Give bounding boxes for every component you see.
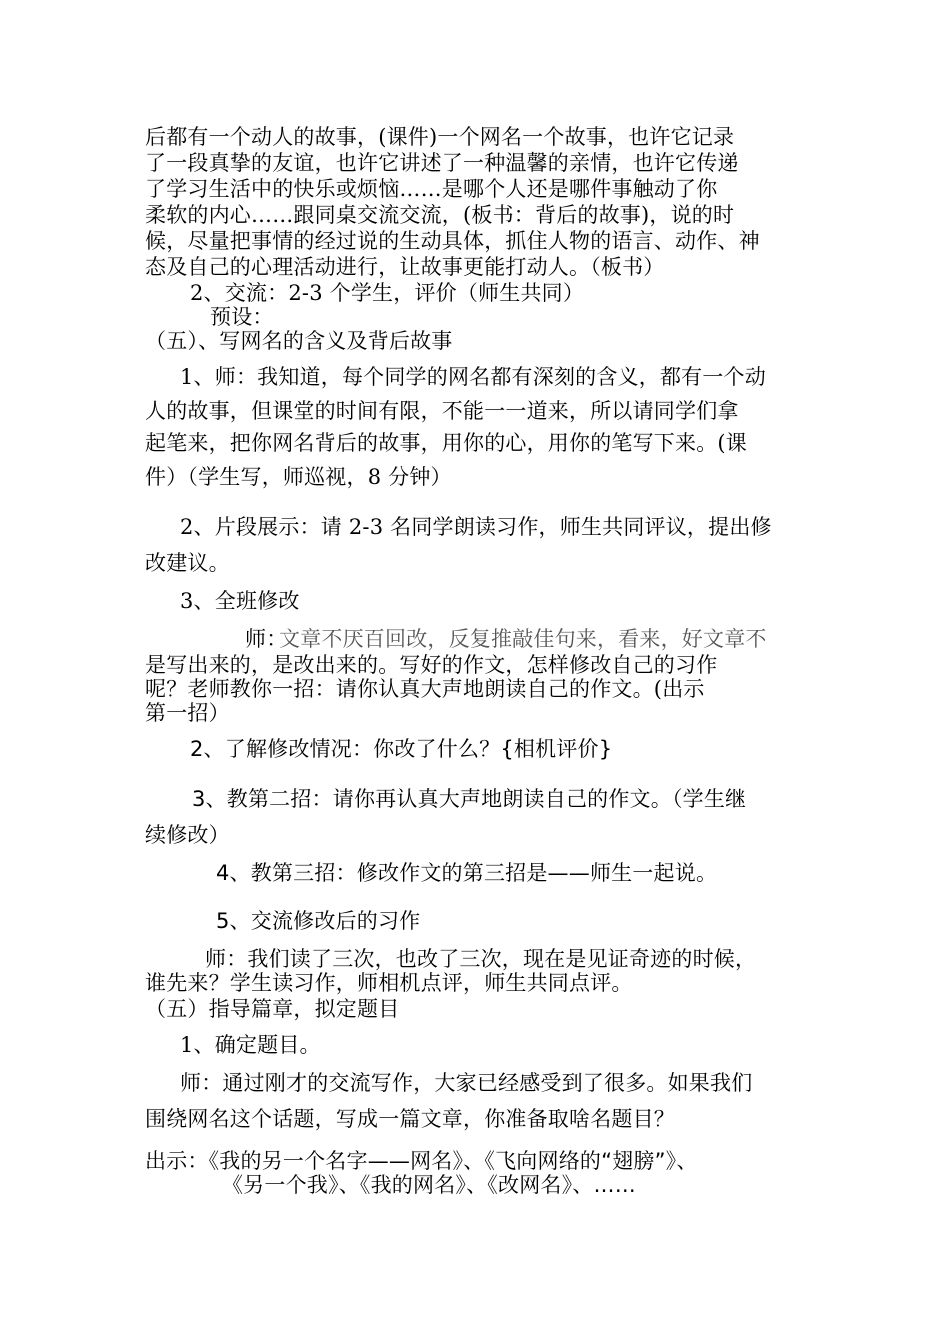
list-item: 4、教第三招：修改作文的第三招是——师生一起说。 <box>216 861 718 885</box>
paragraph-line: 呢？老师教你一招：请你认真大声地朗读自己的作文。(出示 <box>145 677 705 701</box>
list-item: 2、了解修改情况：你改了什么？{相机评价} <box>190 737 613 761</box>
paragraph-line: 出示：《我的另一个名字——网名》、《飞向网络的“翅膀”》、 <box>145 1149 698 1173</box>
paragraph-line: 改建议。 <box>145 551 230 575</box>
teacher-label: 师： <box>245 627 288 651</box>
list-item: 2、交流：2-3 个学生，评价（师生共同） <box>190 281 585 305</box>
list-item: 3、教第二招：请你再认真大声地朗读自己的作文。（学生继 <box>192 787 747 811</box>
paragraph-line: 师：我们读了三次，也改了三次，现在是见证奇迹的时候， <box>205 947 757 971</box>
paragraph-line: 人的故事，但课堂的时间有限，不能一一道来，所以请同学们拿 <box>145 399 739 423</box>
paragraph-line: 了一段真挚的友谊，也许它讲述了一种温馨的亲情，也许它传递 <box>145 151 739 175</box>
paragraph-line: 谁先来？学生读习作，师相机点评，师生共同点评。 <box>145 971 633 995</box>
paragraph-line: 件）（学生写，师巡视，8 分钟） <box>145 465 452 489</box>
paragraph-line: 续修改） <box>145 823 230 847</box>
paragraph-line: 了学习生活中的快乐或烦恼……是哪个人还是哪件事触动了你 <box>145 177 718 201</box>
paragraph-line: 1、师：我知道，每个同学的网名都有深刻的含义，都有一个动 <box>180 365 766 389</box>
paragraph-line: 候，尽量把事情的经过说的生动具体，抓住人物的语言、动作、神 <box>145 229 760 253</box>
paragraph-line: 第一招） <box>145 701 230 725</box>
section-heading: （五）、写网名的含义及背后故事 <box>145 329 453 353</box>
list-item: 5、交流修改后的习作 <box>216 909 421 933</box>
paragraph-line: 文章不厌百回改，反复推敲佳句来，看来，好文章不 <box>279 627 767 651</box>
paragraph-line: 是写出来的，是改出来的。写好的作文，怎样修改自己的习作 <box>145 653 718 677</box>
paragraph-line: 围绕网名这个话题，写成一篇文章，你准备取啥名题目？ <box>145 1107 675 1131</box>
paragraph-line: 预设： <box>210 305 274 329</box>
paragraph-line: 起笔来，把你网名背后的故事，用你的心，用你的笔写下来。(课 <box>145 431 747 455</box>
section-heading: （五）指导篇章，拟定题目 <box>145 997 400 1021</box>
list-item: 1、确定题目。 <box>180 1033 321 1057</box>
paragraph-line: 《另一个我》、《我的网名》、《改网名》、…… <box>222 1173 636 1197</box>
paragraph-line: 师：通过刚才的交流写作，大家已经感受到了很多。如果我们 <box>180 1071 753 1095</box>
paragraph-line: 态及自己的心理活动进行，让故事更能打动人。（板书） <box>145 255 665 279</box>
list-item: 3、全班修改 <box>180 589 300 613</box>
paragraph-line: 后都有一个动人的故事，(课件)一个网名一个故事，也许它记录 <box>145 125 735 149</box>
paragraph-line: 2、片段展示：请 2-3 名同学朗读习作，师生共同评议，提出修 <box>180 515 772 539</box>
paragraph-line: 柔软的内心……跟同桌交流交流，(板书：背后的故事)，说的时 <box>145 203 735 227</box>
